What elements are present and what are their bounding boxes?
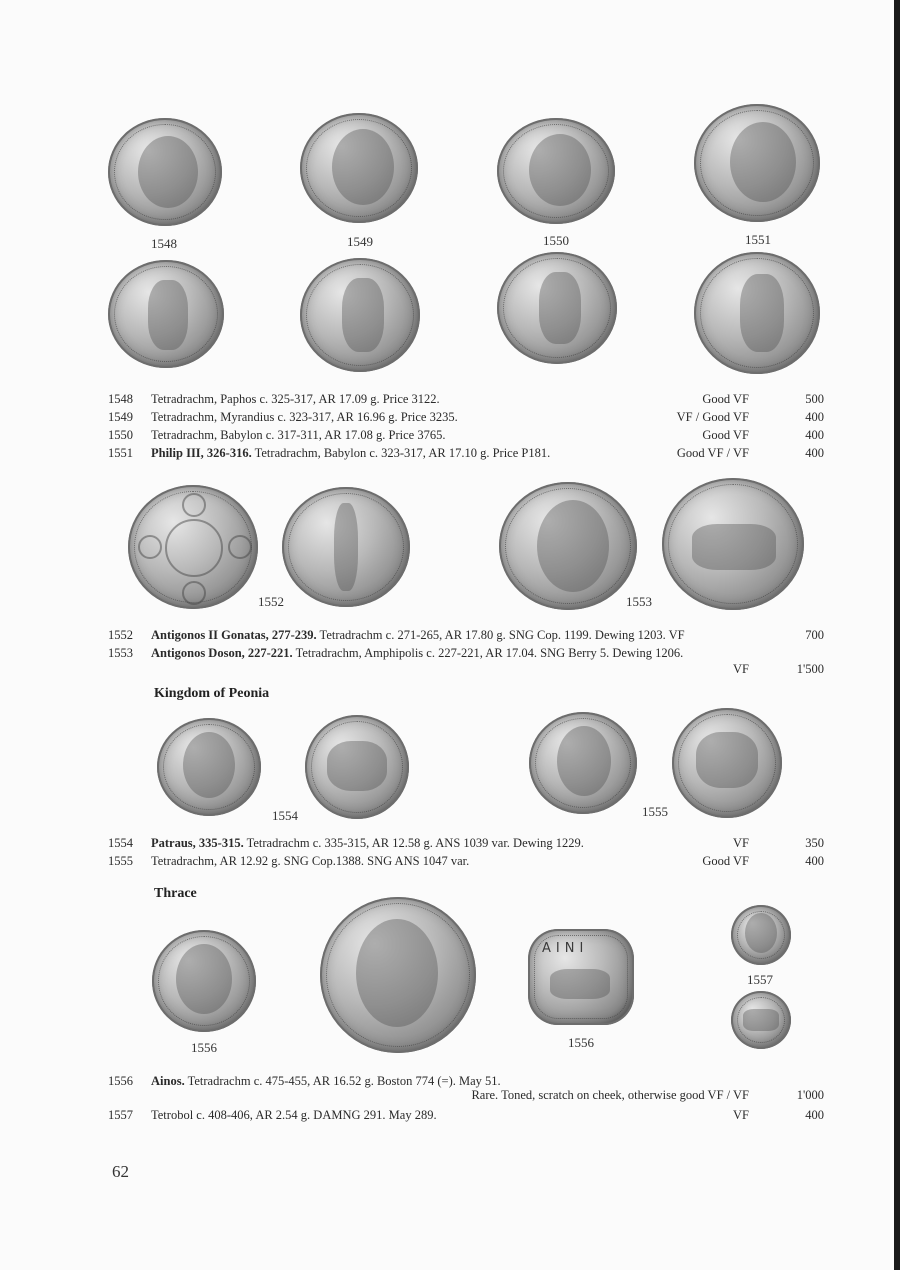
coin-1550-reverse	[497, 252, 617, 364]
page-edge-shadow	[894, 0, 900, 1270]
lot-row	[108, 626, 824, 644]
coin-1551-reverse	[694, 252, 820, 374]
coin-label-1550: 1550	[543, 233, 569, 248]
lot-detail: Tetradrachm, AR 12.92 g. SNG Cop.1388. SNG ANS 1047 var.	[151, 854, 470, 868]
lot-detail: Tetrobol c. 408-406, AR 2.54 g. DAMNG 291. May 289.	[151, 1108, 437, 1122]
lot-row	[108, 426, 824, 444]
lot-description	[151, 626, 685, 644]
lot-grade: Good VF	[702, 392, 749, 406]
lot-number: 1557	[108, 1108, 133, 1122]
coin-1555-reverse	[672, 708, 782, 818]
lot-description	[151, 1106, 437, 1124]
lot-description	[151, 644, 683, 662]
lot-grade: VF	[733, 1108, 749, 1122]
lot-row	[108, 408, 824, 426]
coin-label-1556-left: 1556	[191, 1040, 217, 1055]
coin-1556-reverse	[528, 929, 634, 1025]
lot-detail: Tetradrachm, Babylon c. 323-317, AR 17.10 g. Price P181.	[251, 446, 551, 460]
coin-label-1552: 1552	[258, 594, 284, 609]
lot-description	[151, 1072, 501, 1090]
lot-detail: Tetradrachm c. 335-315, AR 12.58 g. ANS 1039 var. Dewing 1229.	[243, 836, 584, 850]
lot-row	[108, 390, 824, 408]
coin-1550-obverse	[497, 118, 615, 224]
coin-inscription: AINI	[542, 941, 589, 956]
lot-estimate: 400	[805, 854, 824, 868]
lot-number: 1553	[108, 646, 133, 660]
lot-estimate: 1'000	[796, 1088, 824, 1102]
page-number: 62	[112, 1162, 129, 1181]
coin-1552-obverse	[128, 485, 258, 609]
coin-label-1553: 1553	[626, 594, 652, 609]
lot-ruler: Philip III, 326-316.	[151, 446, 252, 460]
lot-number: 1549	[108, 410, 133, 424]
coin-1553-reverse	[662, 478, 804, 610]
lot-ruler: Antigonos II Gonatas, 277-239.	[151, 628, 317, 642]
lot-description	[151, 444, 550, 462]
lot-description	[151, 426, 445, 444]
coin-label-1551: 1551	[745, 232, 771, 247]
lot-estimate: 400	[805, 428, 824, 442]
section-heading-peonia: Kingdom of Peonia	[154, 686, 270, 701]
coin-1553-obverse	[499, 482, 637, 610]
coin-1549-reverse	[300, 258, 420, 372]
coin-label-1549: 1549	[347, 234, 373, 249]
coin-1548-reverse	[108, 260, 224, 368]
lot-estimate: 1'500	[796, 662, 824, 676]
coin-1549-obverse	[300, 113, 418, 223]
lot-number: 1551	[108, 446, 133, 460]
lot-row	[108, 1072, 824, 1108]
coin-label-1556-right: 1556	[568, 1035, 594, 1050]
lot-number: 1550	[108, 428, 133, 442]
lot-ruler: Antigonos Doson, 227-221.	[151, 646, 293, 660]
coin-label-1548: 1548	[151, 236, 177, 251]
lot-detail: Tetradrachm, Amphipolis c. 227-221, AR 17.04. SNG Berry 5. Dewing 1206.	[292, 646, 684, 660]
lot-description	[151, 408, 458, 426]
coin-1556-obverse-small	[152, 930, 256, 1032]
coin-label-1557: 1557	[747, 972, 773, 987]
lot-estimate: 700	[805, 628, 824, 642]
lot-number: 1548	[108, 392, 133, 406]
lot-estimate: 350	[805, 836, 824, 850]
lot-row	[108, 444, 824, 462]
lot-detail: Tetradrachm c. 475-455, AR 16.52 g. Boston 774 (=). May 51.	[184, 1074, 501, 1088]
coin-1554-obverse	[157, 718, 261, 816]
coin-1557-reverse	[731, 991, 791, 1049]
lot-estimate: 400	[805, 410, 824, 424]
lot-estimate: 400	[805, 1108, 824, 1122]
lot-row	[108, 852, 824, 870]
lot-grade: VF	[733, 662, 749, 676]
lot-description	[151, 852, 469, 870]
coin-1557-obverse	[731, 905, 791, 965]
lot-description	[151, 834, 584, 852]
lot-number: 1556	[108, 1074, 133, 1088]
lot-detail: Tetradrachm c. 271-265, AR 17.80 g. SNG Cop. 1199. Dewing 1203. VF	[316, 628, 685, 642]
lot-estimate: 500	[805, 392, 824, 406]
lot-description	[151, 390, 440, 408]
coin-label-1555: 1555	[642, 804, 668, 819]
section-heading-thrace: Thrace	[154, 886, 197, 901]
lot-grade: VF / Good VF	[676, 410, 749, 424]
lot-row	[108, 834, 824, 852]
lot-detail: Tetradrachm, Babylon c. 317-311, AR 17.08 g. Price 3765.	[151, 428, 446, 442]
lot-number: 1555	[108, 854, 133, 868]
lot-number: 1554	[108, 836, 133, 850]
coin-1552-reverse	[282, 487, 410, 607]
lot-detail: Tetradrachm, Paphos c. 325-317, AR 17.09 g. Price 3122.	[151, 392, 440, 406]
lot-row	[108, 644, 824, 680]
lot-grade: Good VF	[702, 428, 749, 442]
lot-grade: Good VF / VF	[676, 446, 749, 460]
lot-grade: VF	[733, 836, 749, 850]
lot-estimate: 400	[805, 446, 824, 460]
coin-1555-obverse	[529, 712, 637, 814]
coin-1556-obverse-large	[320, 897, 476, 1053]
lot-note: Rare. Toned, scratch on cheek, otherwise good VF / VF	[471, 1088, 749, 1102]
lot-ruler: Ainos.	[151, 1074, 185, 1088]
lot-number: 1552	[108, 628, 133, 642]
coin-1554-reverse	[305, 715, 409, 819]
lot-ruler: Patraus, 335-315.	[151, 836, 244, 850]
lot-detail: Tetradrachm, Myrandius c. 323-317, AR 16.96 g. Price 3235.	[151, 410, 458, 424]
lot-grade: Good VF	[702, 854, 749, 868]
coin-label-1554: 1554	[272, 808, 298, 823]
coin-1548-obverse	[108, 118, 222, 226]
lot-row	[108, 1106, 824, 1124]
coin-1551-obverse	[694, 104, 820, 222]
